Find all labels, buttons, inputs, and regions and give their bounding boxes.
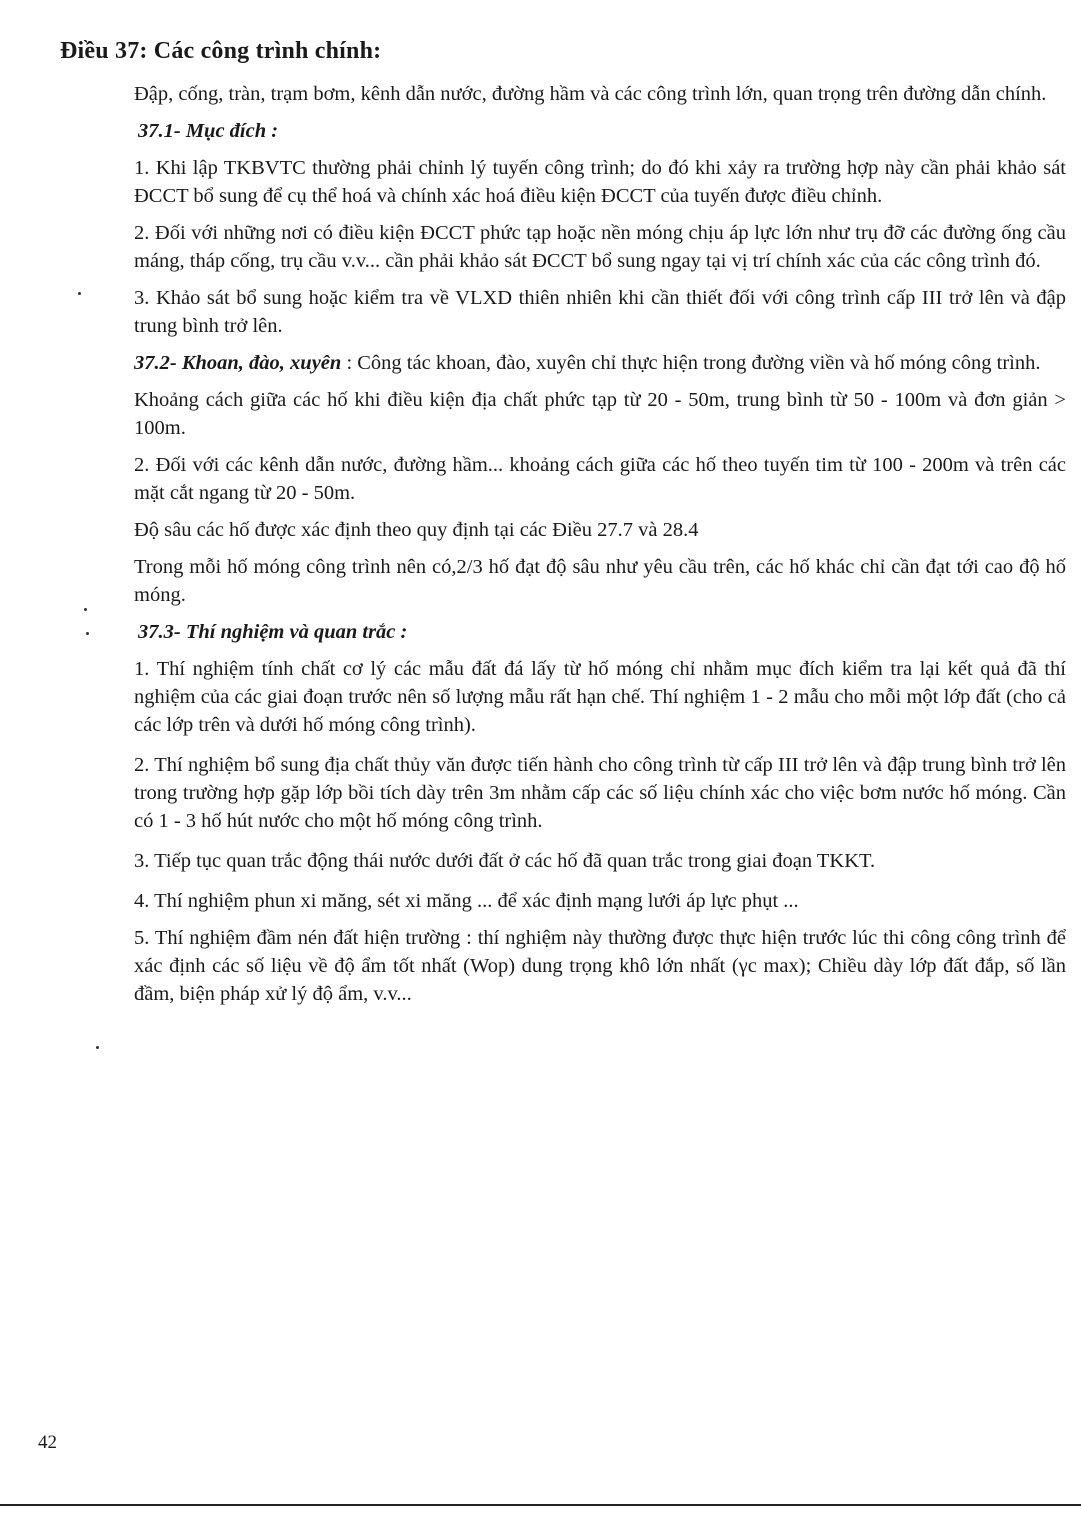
section-37-2-paragraph — [134, 349, 1066, 377]
scan-speck — [84, 608, 87, 611]
page-bottom-edge — [0, 1504, 1081, 1506]
section-37-1-title: 37.1- Mục đích : — [138, 120, 279, 142]
section-37-3-title: 37.3- Thí nghiệm và quan trắc : — [138, 621, 408, 643]
section-37-3-item-2: 2. Thí nghiệm bổ sung địa chất thủy văn được tiến hành cho công trình từ cấp III trở lên và đập trung bình trở lên trong trường hợp gặp lớp bồi tích dày trên 3m nhằm cấp các số liệu chính xác cho việc bơm nước hố móng. Cần có 1 - 3 hố hút nước cho một hố móng công trình. — [134, 754, 1066, 832]
scan-speck — [96, 1046, 99, 1049]
section-37-1-item-2: 2. Đối với những nơi có điều kiện ĐCCT phức tạp hoặc nền móng chịu áp lực lớn như trụ đỡ các đường ống cầu máng, tháp cống, trụ cầu v.v... cần phải khảo sát ĐCCT bổ sung ngay tại vị trí chính xác của các công trình đó. — [134, 222, 1066, 272]
section-37-2-title-rest: : Công tác khoan, đào, xuyên chỉ thực hiện trong đường viền và hố móng công trình. — [341, 352, 1041, 374]
section-37-2-item-4: Trong mỗi hố móng công trình nên có,2/3 hố đạt độ sâu như yêu cầu trên, các hố khác chỉ cần đạt tới cao độ hố móng. — [134, 556, 1066, 606]
section-37-2-item-2: 2. Đối với các kênh dẫn nước, đường hầm... khoảng cách giữa các hố theo tuyến tim từ 100 - 200m và trên các mặt cắt ngang từ 20 - 50m. — [134, 454, 1066, 504]
article-heading: Điều 37: Các công trình chính: — [60, 38, 382, 64]
intro-paragraph: Đập, cống, tràn, trạm bơm, kênh dẫn nước, đường hầm và các công trình lớn, quan trọng trên đường dẫn chính. — [134, 83, 1047, 105]
section-37-1-item-3: 3. Khảo sát bổ sung hoặc kiểm tra về VLXD thiên nhiên khi cần thiết đối với công trình cấp III trở lên và đập trung bình trở lên. — [134, 287, 1066, 337]
section-37-1-item-1: 1. Khi lập TKBVTC thường phải chỉnh lý tuyến công trình; do đó khi xảy ra trường hợp này cần phải khảo sát ĐCCT bổ sung để cụ thể hoá và chính xác hoá điều kiện ĐCCT của tuyến được điều chỉnh. — [134, 157, 1066, 207]
scan-speck — [78, 292, 81, 295]
section-37-2-title: 37.2- Khoan, đào, xuyên — [134, 352, 342, 374]
section-37-3-item-3: 3. Tiếp tục quan trắc động thái nước dưới đất ở các hố đã quan trắc trong giai đoạn TKKT. — [134, 850, 876, 872]
section-37-2-item-1: Khoảng cách giữa các hố khi điều kiện địa chất phức tạp từ 20 - 50m, trung bình từ 50 - 100m và đơn giản > 100m. — [134, 389, 1066, 439]
section-37-2-item-3: Độ sâu các hố được xác định theo quy định tại các Điều 27.7 và 28.4 — [134, 519, 699, 541]
section-37-3-item-4: 4. Thí nghiệm phun xi măng, sét xi măng ... để xác định mạng lưới áp lực phụt ... — [134, 890, 799, 912]
section-37-3-item-1: 1. Thí nghiệm tính chất cơ lý các mẫu đất đá lấy từ hố móng chỉ nhằm mục đích kiểm tra lại kết quả đã thí nghiệm của các giai đoạn trước nên số lượng mẫu rất hạn chế. Thí nghiệm 1 - 2 mẫu cho mỗi một lớp đất (cho cả các lớp trên và dưới hố móng công trình). — [134, 658, 1066, 736]
article-body — [134, 80, 1066, 1017]
scan-speck — [86, 632, 89, 635]
page-number: 42 — [38, 1432, 57, 1453]
section-37-3-item-5: 5. Thí nghiệm đầm nén đất hiện trường : thí nghiệm này thường được thực hiện trước lúc thi công công trình để xác định các số liệu về độ ẩm tốt nhất (Wop) dung trọng khô lớn nhất (γc max); Chiều dày lớp đất đắp, số lần đầm, biện pháp xử lý độ ẩm, v.v... — [134, 927, 1066, 1005]
